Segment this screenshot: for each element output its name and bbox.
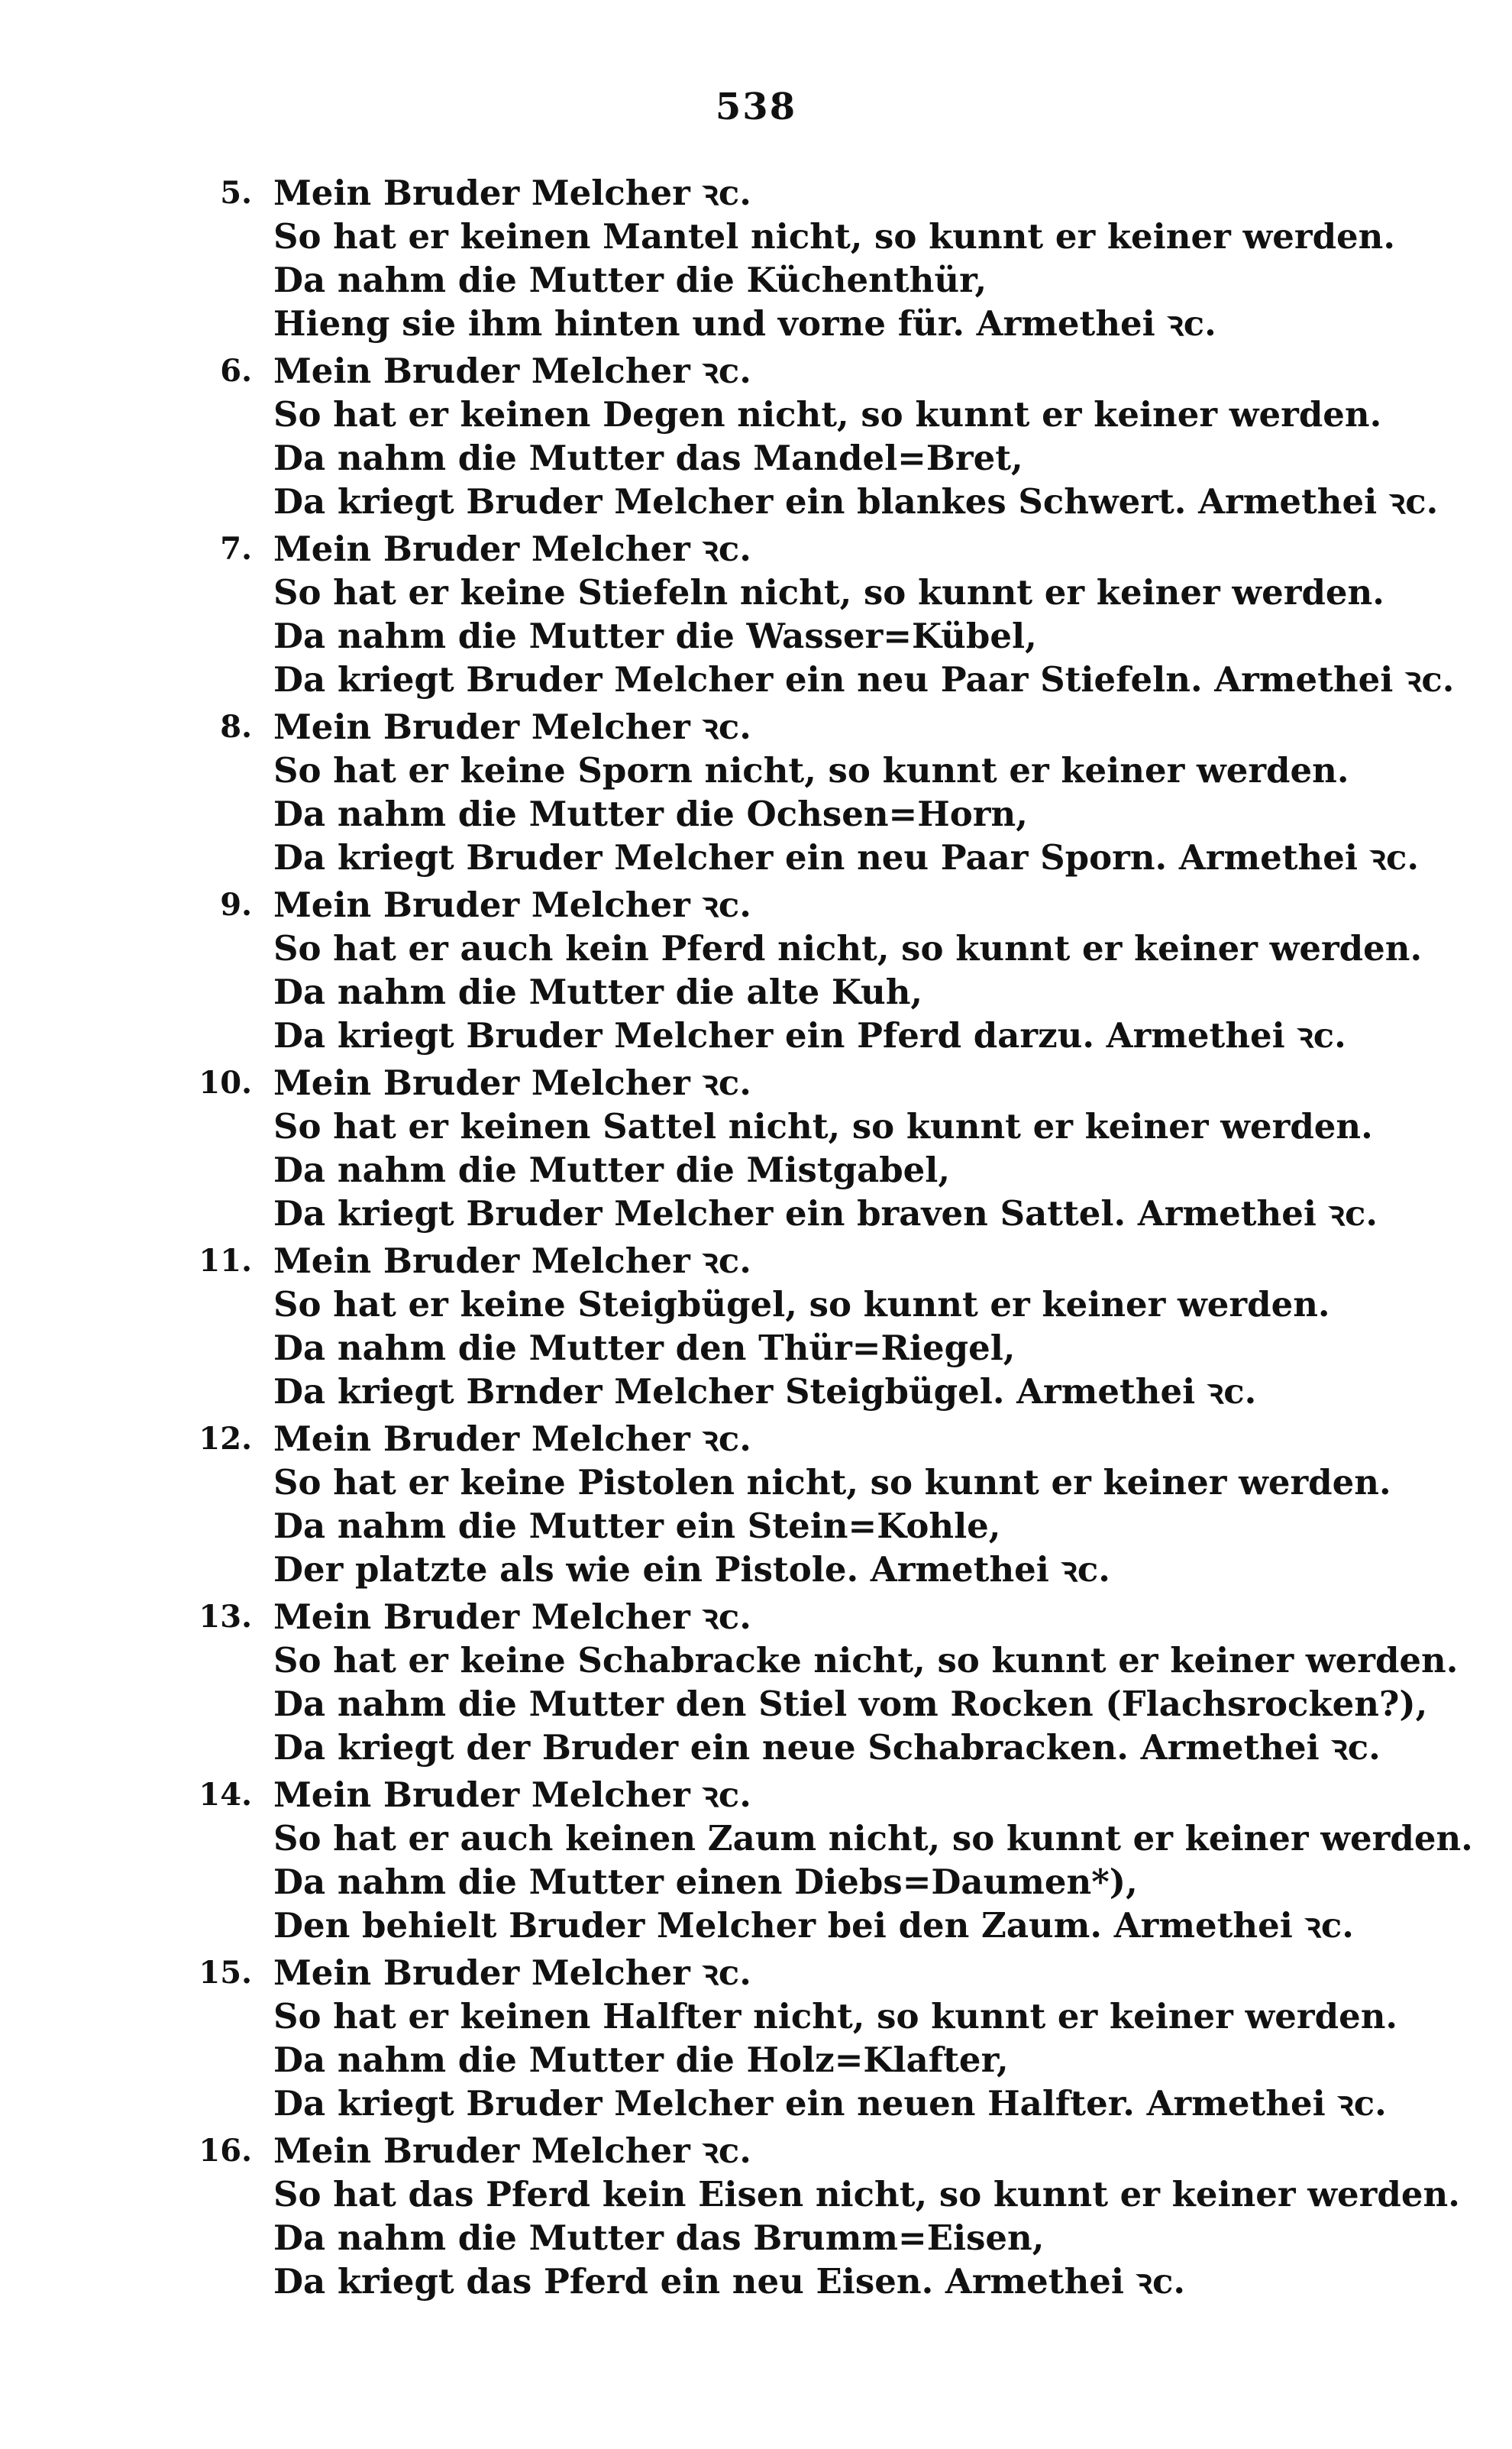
verse-line: Mein Bruder Melcher ꝛc. [273,1597,751,1637]
verse-line: So hat er keinen Halfter nicht, so kunnt er keiner werden. [273,1996,1398,2037]
verse-line: Mein Bruder Melcher ꝛc. [273,1241,751,1281]
verse-line: Den behielt Bruder Melcher bei den Zaum. Armethei ꝛc. [273,1905,1354,1946]
verse-line: Da nahm die Mutter die Mistgabel, [273,1150,951,1190]
verse-line: Da kriegt Bruder Melcher ein Pferd darzu. Armethei ꝛc. [273,1015,1346,1056]
verse-line: Mein Bruder Melcher ꝛc. [273,1419,751,1459]
song-verses [0,172,1512,2308]
verse-number: 13. [199,1599,252,1635]
verse-line: So hat er keine Schabracke nicht, so kunnt er keiner werden. [273,1640,1459,1681]
verse-line: Da kriegt Bruder Melcher ein blankes Schwert. Armethei ꝛc. [273,481,1439,522]
verse-line: So hat er auch keinen Zaum nicht, so kunnt er keiner werden. [273,1818,1473,1859]
verse-line: So hat er keine Sporn nicht, so kunnt er keiner werden. [273,750,1349,791]
verse-line: Da nahm die Mutter die Wasser=Kübel, [273,616,1037,656]
verse-block [0,706,1512,884]
verse-line: Da nahm die Mutter das Mandel=Bret, [273,438,1023,478]
verse-line: So hat er keine Steigbügel, so kunnt er keiner werden. [273,1284,1330,1325]
verse-line: Da nahm die Mutter die Küchenthür, [273,260,987,300]
verse-block [0,1952,1512,2130]
verse-block [0,1774,1512,1952]
verse-number: 10. [199,1065,252,1101]
verse-line: So hat er keinen Mantel nicht, so kunnt er keiner werden. [273,216,1396,257]
verse-line: Der platzte als wie ein Pistole. Armethei ꝛc. [273,1549,1110,1590]
verse-number: 6. [220,353,252,389]
verse-block [0,350,1512,528]
verse-line: Da kriegt Bruder Melcher ein braven Sattel. Armethei ꝛc. [273,1193,1378,1234]
verse-line: Da nahm die Mutter den Stiel vom Rocken (Flachsrocken?), [273,1684,1428,1724]
verse-line: Mein Bruder Melcher ꝛc. [273,351,751,391]
verse-number: 5. [220,175,252,211]
verse-line: Da nahm die Mutter die Ochsen=Horn, [273,794,1028,834]
verse-line: Da kriegt Brnder Melcher Steigbügel. Armethei ꝛc. [273,1371,1257,1412]
verse-number: 16. [199,2133,252,2169]
verse-line: Da nahm die Mutter das Brumm=Eisen, [273,2218,1045,2258]
verse-number: 9. [220,887,252,923]
verse-number: 14. [199,1777,252,1813]
verse-line: Mein Bruder Melcher ꝛc. [273,529,751,569]
verse-line: Da kriegt Bruder Melcher ein neu Paar Stiefeln. Armethei ꝛc. [273,659,1455,700]
verse-line: So hat er keinen Sattel nicht, so kunnt er keiner werden. [273,1106,1373,1147]
verse-line: Da kriegt Bruder Melcher ein neuen Halfter. Armethei ꝛc. [273,2083,1387,2124]
verse-line: Mein Bruder Melcher ꝛc. [273,707,751,747]
verse-line: Mein Bruder Melcher ꝛc. [273,173,751,213]
verse-block [0,1062,1512,1240]
verse-line: Da kriegt das Pferd ein neu Eisen. Armethei ꝛc. [273,2261,1186,2302]
verse-number: 7. [220,531,252,567]
verse-block [0,2130,1512,2308]
verse-line: Mein Bruder Melcher ꝛc. [273,885,751,925]
verse-line: So hat er keinen Degen nicht, so kunnt er keiner werden. [273,394,1382,435]
verse-line: Da nahm die Mutter die Holz=Klafter, [273,2040,1009,2080]
verse-line: So hat er keine Pistolen nicht, so kunnt er keiner werden. [273,1462,1391,1503]
verse-number: 15. [199,1955,252,1991]
verse-block [0,1418,1512,1596]
verse-block [0,1240,1512,1418]
verse-line: So hat das Pferd kein Eisen nicht, so kunnt er keiner werden. [273,2174,1460,2214]
verse-line: Da nahm die Mutter die alte Kuh, [273,972,923,1012]
verse-number: 12. [199,1421,252,1457]
verse-number: 8. [220,709,252,745]
verse-line: Mein Bruder Melcher ꝛc. [273,1774,751,1815]
verse-line: Mein Bruder Melcher ꝛc. [273,1063,751,1103]
verse-line: Da nahm die Mutter den Thür=Riegel, [273,1328,1016,1368]
verse-line: Da kriegt Bruder Melcher ein neu Paar Sporn. Armethei ꝛc. [273,837,1420,878]
verse-line: Mein Bruder Melcher ꝛc. [273,2130,751,2171]
verse-block [0,1596,1512,1774]
verse-line: Da nahm die Mutter ein Stein=Kohle, [273,1506,1001,1546]
verse-block [0,884,1512,1062]
verse-block [0,528,1512,706]
verse-number: 11. [199,1243,252,1279]
verse-block [0,172,1512,350]
verse-line: Da kriegt der Bruder ein neue Schabracken. Armethei ꝛc. [273,1727,1381,1768]
page-number: 538 [715,86,797,128]
verse-line: Da nahm die Mutter einen Diebs=Daumen*), [273,1862,1138,1902]
verse-line: Mein Bruder Melcher ꝛc. [273,1952,751,1993]
verse-line: So hat er auch kein Pferd nicht, so kunnt er keiner werden. [273,928,1423,969]
verse-line: Hieng sie ihm hinten und vorne für. Armethei ꝛc. [273,303,1216,344]
verse-line: So hat er keine Stiefeln nicht, so kunnt er keiner werden. [273,572,1384,613]
